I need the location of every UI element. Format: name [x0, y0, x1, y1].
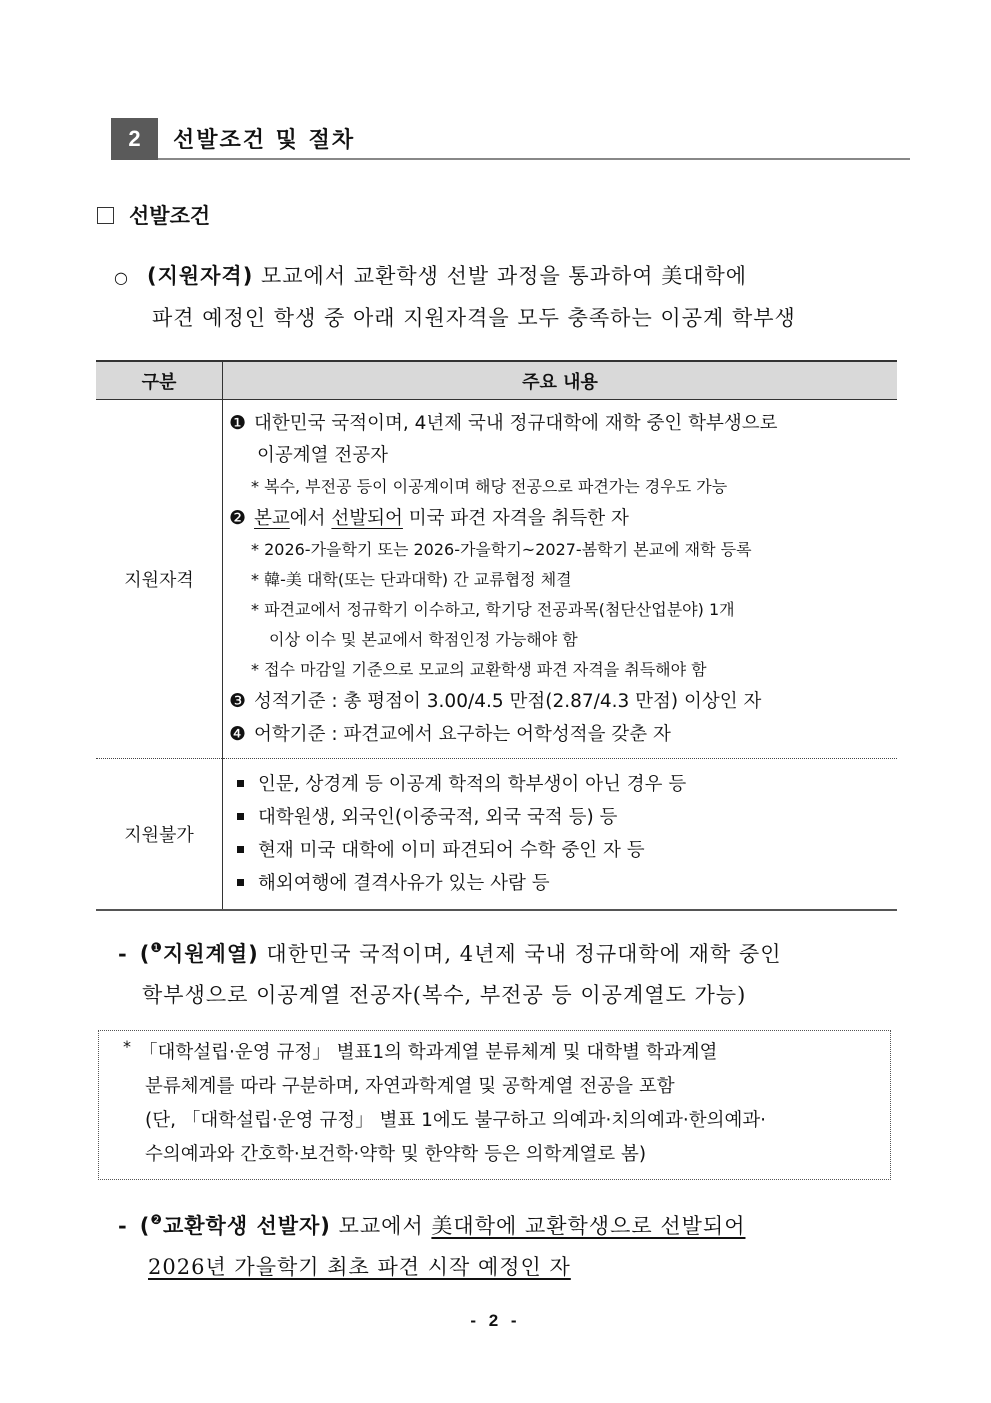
checkbox-square-icon — [97, 207, 114, 224]
selection-line-1: - ($^❷$교환학생 선발자) 모교에서 美대학에 교환학생으로 선발되어 — [118, 1213, 746, 1238]
criterion-2-note-3: * 파견교에서 정규학기 이수하고, 학기당 전공과목(첨단산업분야) 1개 — [251, 600, 735, 619]
number-4-icon: ❹ — [229, 723, 247, 745]
square-bullet-icon — [237, 780, 244, 787]
criterion-2-note-2: * 韓-美 대학(또는 단과대학) 간 교류협정 체결 — [251, 570, 572, 589]
criterion-2: ❷ 본교에서 선발되어 미국 파견 자격을 취득한 자 — [229, 507, 629, 529]
square-bullet-icon — [237, 813, 244, 820]
square-bullet-icon — [237, 879, 244, 886]
note-line: (단, 「대학설립·운영 규정」 별표 1에도 불구하고 의예과·치의예과·한의예과· — [145, 1110, 767, 1131]
eligibility-intro — [114, 256, 904, 339]
page-number: - 2 - — [470, 1311, 521, 1330]
section-header — [111, 118, 910, 160]
number-3-icon: ❸ — [229, 690, 247, 712]
number-2-icon: ❷ — [229, 507, 247, 529]
subheading — [97, 200, 210, 230]
ineligible-item: 인문, 상경계 등 이공계 학적의 학부생이 아닌 경우 등 — [229, 768, 892, 801]
selection-line-2: 2026년 가을학기 최초 파견 시작 예정인 자 — [148, 1255, 571, 1279]
criterion-3: ❸ 성적기준 : 총 평점이 3.00/4.5 만점(2.87/4.3 만점) 이상인 자 — [229, 690, 762, 712]
eligibility-criteria-list — [224, 401, 896, 757]
eligibility-intro-line-1 — [114, 256, 904, 298]
criterion-1-note: * 복수, 부전공 등이 이공계이며 해당 전공으로 파견가는 경우도 가능 — [251, 477, 728, 496]
criterion-1-continued: 이공계열 전공자 — [257, 445, 388, 466]
section-title: 선발조건 및 절차 — [173, 128, 356, 153]
table-row — [96, 400, 897, 759]
exchange-selection-requirement — [118, 1200, 908, 1288]
field-requirement-line-2: 학부생으로 이공계열 전공자(복수, 부전공 등 이공계열도 가능) — [142, 983, 747, 1007]
subheading-label: 선발조건 — [129, 204, 211, 228]
criterion-4: ❹ 어학기준 : 파견교에서 요구하는 어학성적을 갖춘 자 — [229, 723, 671, 745]
circle-bullet-icon: ○ — [114, 268, 129, 287]
criterion-1: ❶ 대한민국 국적이며, 4년제 국내 정규대학에 재학 중인 학부생으로 — [229, 412, 778, 434]
footnote-2-icon: ❷ — [150, 1213, 163, 1228]
row-category-ineligible: 지원불가 — [96, 759, 223, 911]
section-divider — [158, 158, 910, 160]
eligibility-label: (지원자격) — [146, 264, 254, 288]
eligibility-intro-text: 모교에서 교환학생 선발 과정을 통과하여 美대학에 — [253, 264, 748, 288]
table-header-category: 구분 — [96, 361, 223, 400]
ineligible-item: 현재 미국 대학에 이미 파견되어 수학 중인 자 등 — [229, 834, 892, 867]
ineligible-list — [224, 760, 896, 908]
ineligible-item: 해외여행에 결격사유가 있는 사람 등 — [229, 867, 892, 900]
number-1-icon: ❶ — [229, 412, 247, 434]
selection-label: 교환학생 선발자) — [162, 1214, 331, 1238]
criterion-2-note-3-continued: 이상 이수 및 본교에서 학점인정 가능해야 함 — [269, 630, 578, 649]
field-requirement-line-1: - ($^❶$지원계열) 대한민국 국적이며, 4년제 국내 정규대학에 재학 중인 — [118, 941, 782, 966]
row-category-eligibility: 지원자격 — [96, 400, 223, 759]
field-requirement — [118, 928, 908, 1016]
note-line: 수의예과와 간호학·보건학·약학 및 한약학 등은 의학계열로 봄) — [145, 1144, 647, 1165]
table-row — [96, 759, 897, 911]
footnote-1-icon: ❶ — [150, 941, 163, 956]
note-line: 「대학설립·운영 규정」 별표1의 학과계열 분류체계 및 대학별 학과계열 — [139, 1042, 718, 1063]
ineligible-item: 대학원생, 외국인(이중국적, 외국 국적 등) 등 — [229, 801, 892, 834]
table-header-content: 주요 내용 — [223, 361, 898, 400]
field-requirement-label: 지원계열) — [162, 942, 259, 966]
square-bullet-icon — [237, 846, 244, 853]
eligibility-table — [96, 360, 897, 911]
criterion-2-note-4: * 접수 마감일 기준으로 모교의 교환학생 파견 자격을 취득해야 함 — [251, 660, 707, 679]
eligibility-intro-line-2: 파견 예정인 학생 중 아래 지원자격을 모두 충족하는 이공계 학부생 — [152, 306, 796, 330]
section-number: 2 — [111, 118, 158, 160]
field-classification-note: * 「대학설립·운영 규정」 별표1의 학과계열 분류체계 및 대학별 학과계열 분류체계를 따라 구분하며, 자연과학계열 및 공학계열 전공을 포함 (단, 「대학설립·운영 규정」 별표 1에도 불구하고 의예과·치의예과·한의예과· 수의예과와 간호학·보건학·약학 및 한약학 등은 의학계열로 봄) — [98, 1030, 891, 1180]
note-line: 분류체계를 따라 구분하며, 자연과학계열 및 공학계열 전공을 포함 — [145, 1076, 675, 1097]
criterion-2-note-1: * 2026-가을학기 또는 2026-가을학기~2027-봄학기 본교에 재학 등록 — [251, 540, 752, 559]
